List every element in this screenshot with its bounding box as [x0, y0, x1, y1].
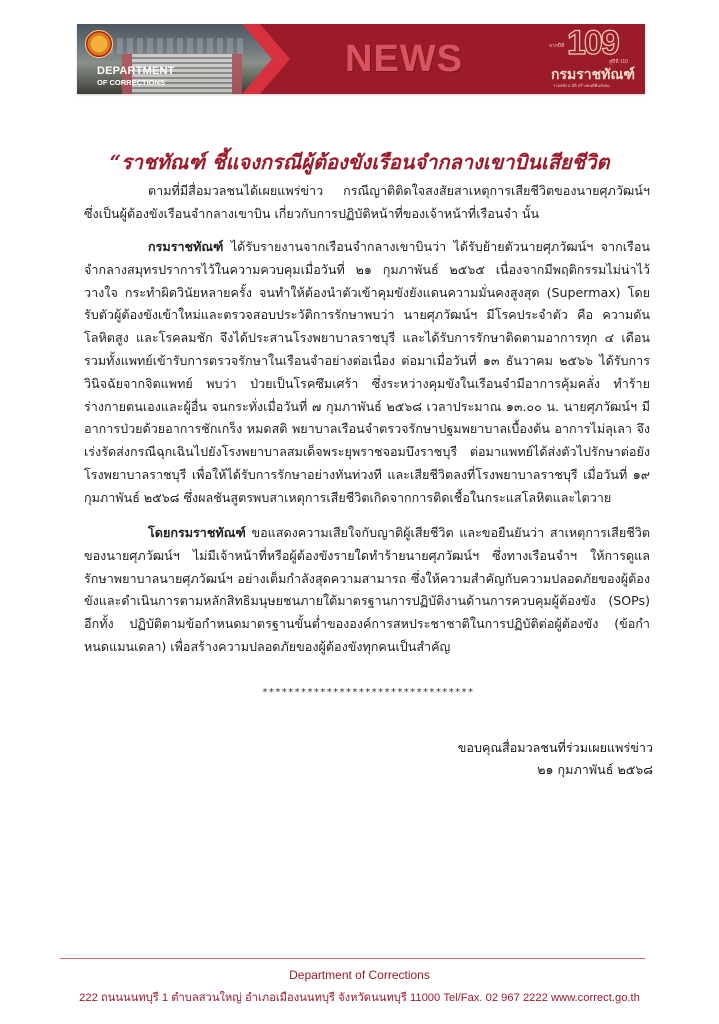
banner-dept-line2: OF CORRECTIONS — [97, 78, 165, 87]
document-title: “ราชทัณฑ์ ชี้แจงกรณีผู้ต้องขังเรือนจำกลางเขาบินเสียชีวิต — [109, 150, 610, 174]
paragraph-3 — [84, 522, 650, 659]
paragraph-2-text: ได้รับรายงานจากเรือนจำกลางเขาบินว่า ได้รับย้ายตัวนายศุภวัฒน์ฯ จากเรือนจำกลางสมุทรปราการไว้ในความควบคุมเมื่อวันที่ ๒๑ กุมภาพันธ์ ๒๕๖๕ เนื่องจากมีพฤติกรรมไม่น่าไว้วางใจ กระทำผิดวินัยหลายครั้ง จนทำให้ต้องนำตัวเข้าคุมขังยังแดนความมั่นคงสูงสุด (Supermax) โดยรับตัวผู้ต้องขังเข้าใหม่และตรวจสอบประวัติการรักษาพบว่า นายศุภวัฒน์ฯ มีโรคประจำตัว คือ ความดันโลหิตสูง และโรคลมชัก จึงได้ประสานโรงพยาบาลราชบุรี และได้รับการรักษาติดตามอาการทุก ๔ เดือน รวมทั้งแพทย์เข้ารับการตรวจรักษาในเรือนจำอย่างต่อเนื่อง ต่อมาเมื่อวันที่ ๑๓ ธันวาคม ๒๕๖๖ ได้รับการวินิจฉัยจากจิตแพทย์ พบว่า ป่วยเป็นโรคซึมเศร้า ซึ่งระหว่างคุมขังในเรือนจำมีอาการคุ้มคลั่ง ทำร้ายร่างกายตนเองและผู้อื่น จนกระทั่งเมื่อวันที่ ๗ กุมภาพันธ์ ๒๕๖๘ เวลาประมาณ ๑๓.๐๐ น. นายศุภวัฒน์ฯ มีอาการป่วยด้วยอาการชักเกร็ง หมดสติ พยาบาลเรือนจำตรวจรักษาปฐมพยาบาลเบื้องต้น อาการไม่ลุเลา จึงเร่งรัดส่งกรณีฉุกเฉินไปยังโรงพยาบาลสมเด็จพระยุพราชจอมบึงราชบุรี ต่อมาแพทย์ได้ส่งตัวไปรักษาต่อยังโรงพยาบาลราชบุรี เพื่อให้ได้รับการรักษาอย่างทันท่วงที และเสียชีวิตลงที่โรงพยาบาลราชบุรี เมื่อวันที่ ๑๙ กุมภาพันธ์ ๒๕๖๘ ซึ่งผลชันสูตรพบสาเหตุการเสียชีวิตเกิดจากการติดเชื้อในกระแสโลหิตและไตวาย — [84, 239, 650, 505]
anniversary-name: กรมราชทัณฑ์ — [551, 66, 635, 82]
news-banner — [77, 24, 645, 94]
anniversary-number: 109 — [567, 24, 618, 62]
anniversary-logo — [545, 24, 637, 90]
paragraph-1-text: ตามที่มีสื่อมวลชนได้เผยแพร่ข่าว กรณีญาติติดใจสงสัยสาเหตุการเสียชีวิตของนายศุภวัฒน์ฯ ซึ่งเป็นผู้ต้องขังเรือนจำกลางเขาบิน เกี่ยวกับการปฏิบัติหน้าที่ของเจ้าหน้าที่เรือนจำ นั้น — [84, 183, 650, 221]
department-seal-icon — [85, 30, 113, 58]
paragraph-2-lead: กรมราชทัณฑ์ — [148, 239, 224, 254]
paragraph-3-lead: โดยกรมราชทัณฑ์ — [148, 525, 246, 540]
paragraph-1 — [84, 180, 650, 226]
paragraph-2 — [84, 236, 650, 510]
footer-org: Department of Corrections — [289, 968, 430, 982]
anniversary-suffix: สู่ปีที่ 110 — [609, 59, 628, 65]
footer-address: 222 ถนนนนทบุรี 1 ตำบลสวนใหญ่ อำเภอเมืองนนทบุรี จังหวัดนนทบุรี 11000 Tel/Fax. 02 967 2222 www.correct.go.th — [79, 992, 640, 1004]
anniversary-prefix: จากปีที่ — [549, 43, 565, 49]
city-skyline — [107, 38, 247, 54]
separator-stars: ********************************* — [262, 687, 474, 698]
banner-dept-line1: DEPARTMENT — [97, 65, 175, 77]
document-date: ๒๑ กุมภาพันธ์ ๒๕๖๘ — [537, 762, 653, 777]
footer-divider — [60, 958, 645, 959]
paragraph-3-text: ขอแสดงความเสียใจกับญาติผู้เสียชีวิต และขอยืนยันว่า สาเหตุการเสียชีวิตของนายศุภวัฒน์ฯ ไม่มีเจ้าหน้าที่หรือผู้ต้องขังรายใดทำร้ายนายศุภวัฒน์ฯ ซึ่งทางเรือนจำฯ ให้การดูแลรักษาพยาบาลนายศุภวัฒน์ฯ อย่างเต็มกำลังสุดความสามารถ ซึ่งให้ความสำคัญกับความปลอดภัยของผู้ต้องขังและดำเนินการตามหลักสิทธิมนุษยชนภายใต้มาตรฐานการปฏิบัติงานด้านการควบคุมผู้ต้องขัง (SOPs) อีกทั้ง ปฏิบัติตามข้อกำหนดมาตรฐานขั้นต่ำขององค์การสหประชาชาติในการปฏิบัติต่อผู้ต้องขัง (ข้อกำหนดแมนเดลา) เพื่อสร้างความปลอดภัยของผู้ต้องขังทุกคนเป็นสำคัญ — [84, 525, 650, 654]
banner-news-label: NEWS — [345, 38, 463, 80]
closing-thanks: ขอบคุณสื่อมวลชนที่ร่วมเผยแพร่ข่าว — [457, 740, 653, 755]
anniversary-tagline: รวมพลัง 8 มิติ สร้างคนดีคืนสังคม — [553, 83, 610, 88]
